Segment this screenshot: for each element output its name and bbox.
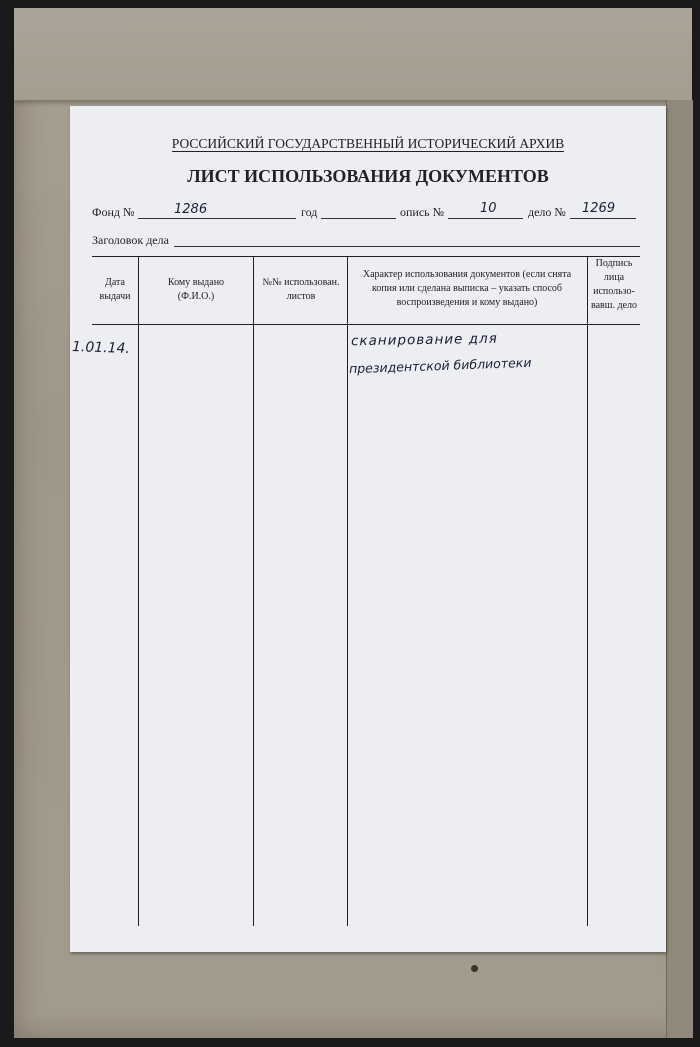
folder-flap [14,8,692,101]
zagolovok-underline [174,246,640,247]
opis-underline [448,218,523,219]
delo-value: 1269 [582,201,616,216]
folder-spine [666,100,693,1038]
column-header-sheets: №№ использован. листов [262,277,340,302]
column-header-usage: Характер использования документов (если снята копия или сделана выписка – указать способ воспроизведения и кому выдано) [362,269,572,308]
archive-name: РОССИЙСКИЙ ГОСУДАРСТВЕННЫЙ ИСТОРИЧЕСКИЙ АРХИВ [171,136,565,151]
table-row-usage-line2: президентской библиотеки [348,354,532,377]
usage-sheet [70,106,666,952]
table-top-border [92,256,640,257]
form-title: ЛИСТ ИСПОЛЬЗОВАНИЯ ДОКУМЕНТОВ [187,166,549,186]
column-header-date: Дата выдачи [99,277,131,302]
zagolovok-label: Заголовок дела [92,233,169,247]
opis-value: 10 [480,201,497,216]
column-divider-1 [138,256,139,926]
column-header-signature: Подпись лица использо-вавш. дело [591,258,637,311]
fond-underline [138,218,296,219]
column-header-recipient: Кому выдано (Ф.И.О.) [167,277,225,302]
column-divider-2 [253,256,254,926]
fond-value: 1286 [174,202,208,217]
opis-label: опись № [400,205,445,219]
column-divider-3 [347,256,348,926]
table-header-border [92,324,640,325]
fond-label: Фонд № [92,205,135,219]
delo-underline [570,218,636,219]
delo-label: дело № [528,205,566,219]
table-row-usage-line1: сканирование для [350,330,498,350]
folder-mark [471,965,478,972]
god-underline [321,218,396,219]
column-divider-4 [587,256,588,926]
god-label: год [301,205,318,219]
table-row-date: 1.01.14. [71,338,131,358]
